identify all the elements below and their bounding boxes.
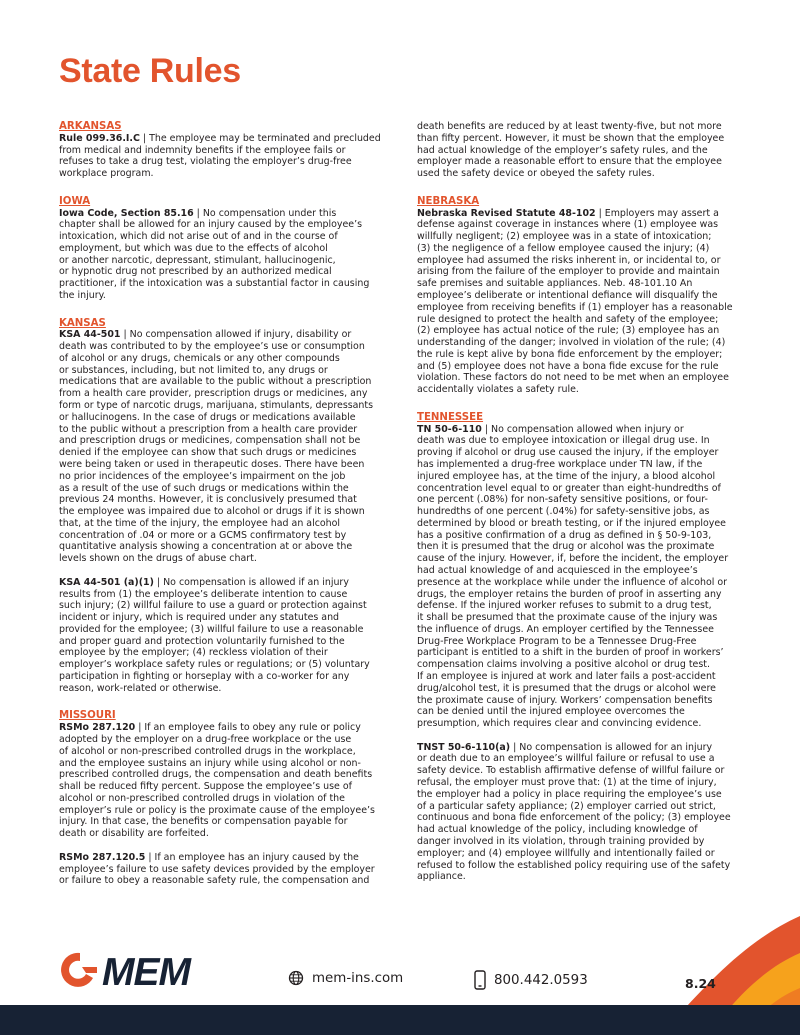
rule-text: | If an employee fails to obey any rule or policy adopted by the employer on a drug-free workplace or the use of alcohol or non-prescribed controlled drugs in the workplace, and the employee sustains an injury while using alcohol or non- prescribed controlled drugs, the compensation and death benefits shall be reduced fifty percent. Suppose the employee’s use of alcohol or non-prescribed controlled drugs in violation of the employer’s rule or policy is the proximate cause of the employee’s injury. In that case, the benefits or compensation payable for death or disability are forfeited. (59, 722, 375, 840)
mem-logo (60, 950, 210, 990)
section-heading-tennessee: TENNESSEE (417, 411, 484, 423)
rule-text: | Employers may assert a defense against coverage in instances where (1) employee was willfully negligent; (2) employee was in a state of intoxication; (3) the negligence of a fellow employee caused the injury; (4) employee had assumed the risks inherent in, or incidental to, or arising from the failure of the employer to provide and maintain safe premises and suitable appliances. Neb. 48-101.10 An employee’s deliberate or intentional defiance will disqualify the employee from receiving benefits if (1) employer has a reasonable rule designed to protect the health and safety of the employee; (2) employee has actual notice of the rule; (3) employee has an understanding of the danger; involved in violation of the rule; (4) the rule is kept alive by bona fide enforcement by the employer; and (5) employee does not have a bona fide excuse for the rule violation. These factors do not need to be met when an employee accidentally violates a safety rule. (417, 207, 733, 396)
logo-text: MEM (102, 951, 190, 990)
rule-text: | No compensation allowed if injury, disability or death was contributed to by the employee’s use or consumption of alcohol or any drugs, chemicals or any other compounds or substances, including, but not limited to, any drugs or medications that are available to the public without a prescription from a health care provider, prescription drugs or medicines, any form or type of narcotic drugs, marijuana, stimulants, depressants or hallucinogens. In the case of drugs or medications available to the public without a prescription from a health care provider and prescription drugs or medicines, compensation shall not be denied if the employee can show that such drugs or medicines were being taken or used in therapeutic doses. There have been no prior incidences of the employee’s impairment on the job as a result of the use of such drugs or medications within the previous 24 months. However, it is conclusively presumed that the employee was impaired due to alcohol or drugs if it is shown that, at the time of the injury, the employee had an alcohol concentration of .04 or more or a GCMS confirmatory test by quantitative analysis showing a concentration at or above the levels shown on the drugs of abuse chart. (59, 329, 374, 565)
section-heading-missouri: MISSOURI (59, 710, 116, 722)
statute-ref: Rule 099.36.I.C (59, 132, 140, 144)
section-heading-arkansas: ARKANSAS (59, 121, 122, 132)
section-nebraska (417, 196, 757, 396)
rule-iowa (59, 208, 395, 302)
rule-kansas (59, 329, 395, 565)
statute-ref: TN 50-6-110 (417, 423, 482, 435)
rule-tennessee (417, 424, 757, 730)
rule-text: | No compensation under this chapter shall be allowed for an injury caused by the employee’s intoxication, which did not arise out of and in the course of employment, but which was due to the effects of alcohol or another narcotic, depressant, stimulant, hallucinogenic, or hypnotic drug not prescribed by an authorized medical practitioner, if the intoxication was a substantial factor in causing the injury. (59, 207, 370, 301)
rule-kansas-2 (59, 577, 395, 695)
rule-text: | No compensation is allowed for an injury or death due to an employee’s willful failure or refusal to use a safety device. To establish affirmative defense of willful failure or refusal, the employer must prove that: (1) at the time of injury, the employer had a policy in place requiring the employee’s use of a particular safety appliance; (2) employer carried out strict, continuous and bona fide enforcement of the policy; (3) employee had actual knowledge of the policy, including knowledge of danger involved in its violation, through training provided by employer; and (4) employee willfully and intentionally failed or refused to follow the established policy requiring use of the safety appliance. (417, 741, 731, 883)
website-contact[interactable] (288, 970, 403, 986)
rule-missouri-2 (59, 852, 395, 887)
section-heading-nebraska: NEBRASKA (417, 195, 480, 207)
left-column (59, 121, 395, 887)
page-title: State Rules (59, 52, 241, 90)
rule-missouri-continued: death benefits are reduced by at least twenty-five, but not more than fifty percent. However, it must be shown that the employee had actual knowledge of the employer’s safety rules, and the employer made a reasonable effort to ensure that the employee used the safety device or obeyed the safety rules. (417, 121, 725, 180)
statute-ref: Nebraska Revised Statute 48-102 (417, 207, 596, 219)
section-tennessee (417, 412, 757, 883)
rule-missouri (59, 722, 395, 840)
statute-ref: KSA 44-501 (59, 329, 121, 341)
globe-icon (288, 970, 304, 986)
phone-contact[interactable] (474, 970, 588, 990)
section-kansas (59, 318, 395, 695)
statute-ref: RSMo 287.120.5 (59, 851, 146, 863)
rule-text: | If an employee has an injury caused by the employee’s failure to use safety devices provided by the employer or failure to obey a reasonable safety rule, the compensation and (59, 851, 375, 887)
section-heading-iowa: IOWA (59, 195, 91, 207)
rule-text: | No compensation allowed when injury or death was due to employee intoxication or illegal drug use. In proving if alcohol or drug use caused the injury, if the employer has implemented a drug-free workplace under TN law, if the injured employee has, at the time of the injury, a blood alcohol concentration level equal to or greater than eight-hundredths of one percent (.08%) for non-safety sensitive positions, or four- hundredths of one percent (.04%) for safety-sensitive jobs, as determined by blood or breath testing, or if the injured employee has a positive confirmation of a drug as defined in § 50-9-103, then it is presumed that the drug or alcohol was the proximate cause of the injury. However, if, before the incident, the employer had actual knowledge of and acquiesced in the employee’s presence at the workplace while under the influence of alcohol or drugs, the employer retains the burden of proof in asserting any defense. If the injured worker refuses to submit to a drug test, it shall be presumed that the proximate cause of the injury was the influence of drugs. An employer certified by the Tennessee Drug-Free Workplace Program to be a Tennessee Drug-Free participant is entitled to a shift in the burden of proof in workers’ compensation claims involving a positive alcohol or drug test. If an employee is injured at work and later fails a post-accident drug/alcohol test, it is presumed that the drugs or alcohol were the proximate cause of injury. Workers’ compensation benefits can be denied until the injured employee overcomes the presumption, which requires clear and convincing evidence. (417, 423, 729, 730)
statute-ref: Iowa Code, Section 85.16 (59, 207, 194, 219)
statute-ref: TNST 50-6-110(a) (417, 741, 511, 753)
rule-tennessee-2 (417, 742, 757, 883)
footer-band (0, 1005, 800, 1035)
website-link[interactable]: mem-ins.com (312, 970, 404, 986)
statute-ref: KSA 44-501 (a)(1) (59, 576, 154, 588)
phone-number[interactable]: 800.442.0593 (494, 972, 588, 988)
right-column (417, 121, 757, 883)
section-iowa (59, 196, 395, 302)
section-heading-kansas: KANSAS (59, 317, 106, 329)
rule-text: | No compensation is allowed if an injury results from (1) the employee’s deliberate intention to cause such injury; (2) willful failure to use a guard or protection against incident or injury, which is required under any statutes and provided for the employee; (3) willful failure to use a reasonable and proper guard and protection voluntarily furnished to the employee by the employer; (4) reckless violation of their employer’s workplace safety rules or regulations; or (5) voluntary participation in fighting or horseplay with a co-worker for any reason, work-related or otherwise. (59, 576, 370, 694)
statute-ref: RSMo 287.120 (59, 722, 136, 734)
phone-icon (474, 970, 486, 990)
section-arkansas (59, 121, 395, 180)
section-missouri (59, 710, 395, 887)
rule-arkansas (59, 133, 395, 180)
rule-nebraska (417, 208, 757, 397)
page-number: 8.24 (685, 976, 716, 991)
rule-text: | The employee may be terminated and precluded from medical and indemnity benefits if the employee fails or refuses to take a drug test, violating the employer’s drug-free workplace program. (59, 132, 381, 180)
